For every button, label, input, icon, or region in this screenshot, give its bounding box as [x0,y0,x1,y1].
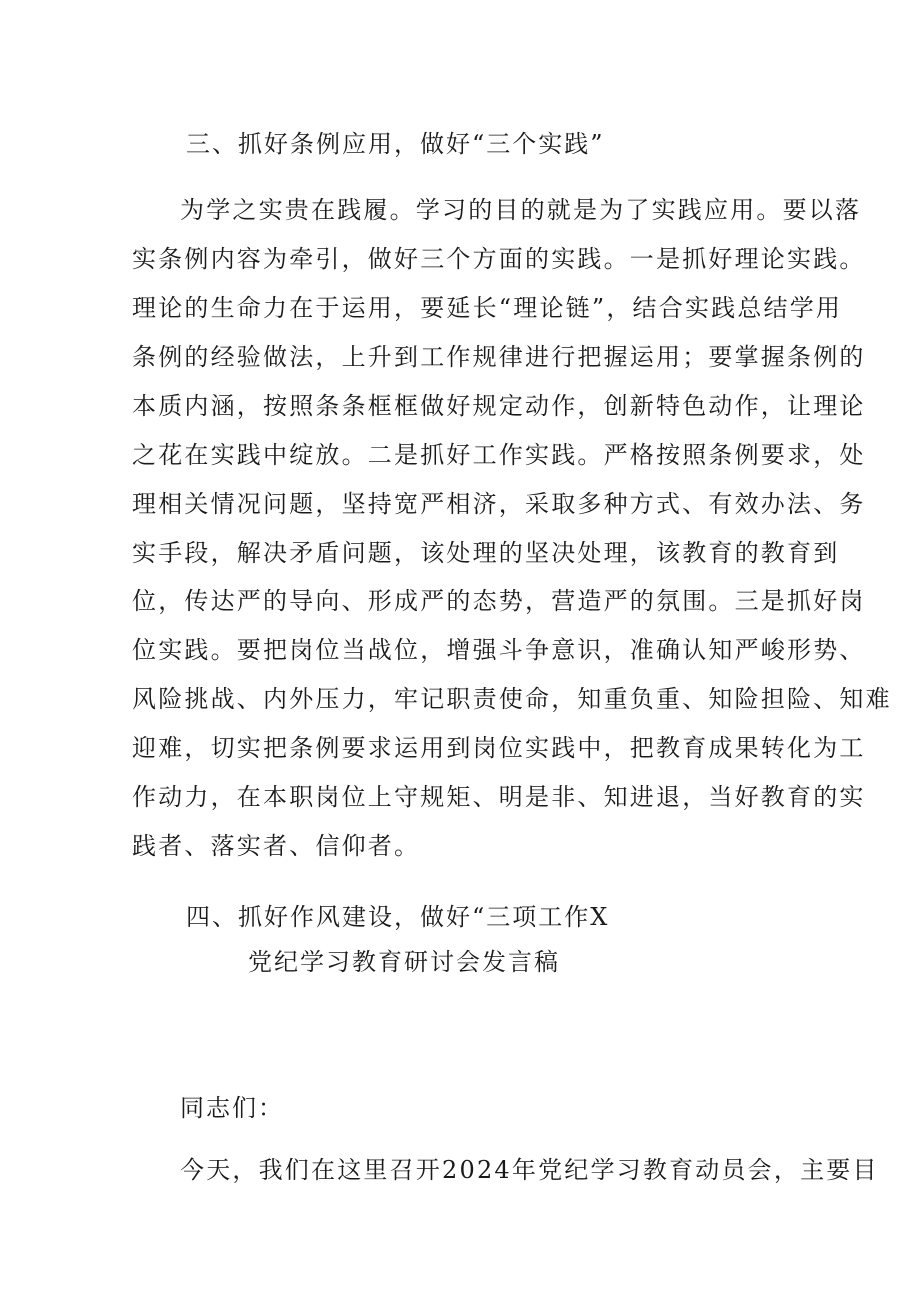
body-line: 理相关情况问题，坚持宽严相济，采取多种方式、有效办法、务 [132,490,866,518]
body-line: 践者、落实者、信仰者。 [132,832,421,860]
body-line: 位实践。要把岗位当战位，增强斗争意识，准确认知严峻形势、 [132,636,866,664]
body-line: 实手段，解决矛盾问题，该处理的坚决处理，该教育的教育到 [132,539,840,567]
body-line: 本质内涵，按照条条框框做好规定动作，创新特色动作，让理论 [132,392,866,420]
body-line: 位，传达严的导向、形成严的态势，营造严的氛围。三是抓好岗 [132,587,866,615]
body-line: 条例的经验做法，上升到工作规律进行把握运用；要掌握条例的 [132,343,866,371]
section-4-heading: 四、抓好作风建设，做好“三项工作X [186,903,610,931]
body-line: 迎难，切实把条例要求运用到岗位实践中，把教育成果转化为工 [132,734,866,762]
body-line: 作动力，在本职岗位上守规矩、明是非、知进退，当好教育的实 [132,783,866,811]
salutation: 同志们： [180,1094,284,1122]
body-line: 理论的生命力在于运用，要延长“理论链”，结合实践总结学用 [132,294,843,322]
body-line: 之花在实践中绽放。二是抓好工作实践。严格按照条例要求，处 [132,441,866,469]
section-3-heading: 三、抓好条例应用，做好“三个实践” [186,130,605,158]
body-line: 为学之实贵在践履。学习的目的就是为了实践应用。要以落 [180,196,862,224]
opening-line: 今天，我们在这里召开2024年党纪学习教育动员会，主要目 [180,1156,879,1184]
document-title: 党纪学习教育研讨会发言稿 [248,948,560,976]
body-line: 风险挑战、内外压力，牢记职责使命，知重负重、知险担险、知难 [132,685,892,713]
body-line: 实条例内容为牵引，做好三个方面的实践。一是抓好理论实践。 [132,245,866,273]
